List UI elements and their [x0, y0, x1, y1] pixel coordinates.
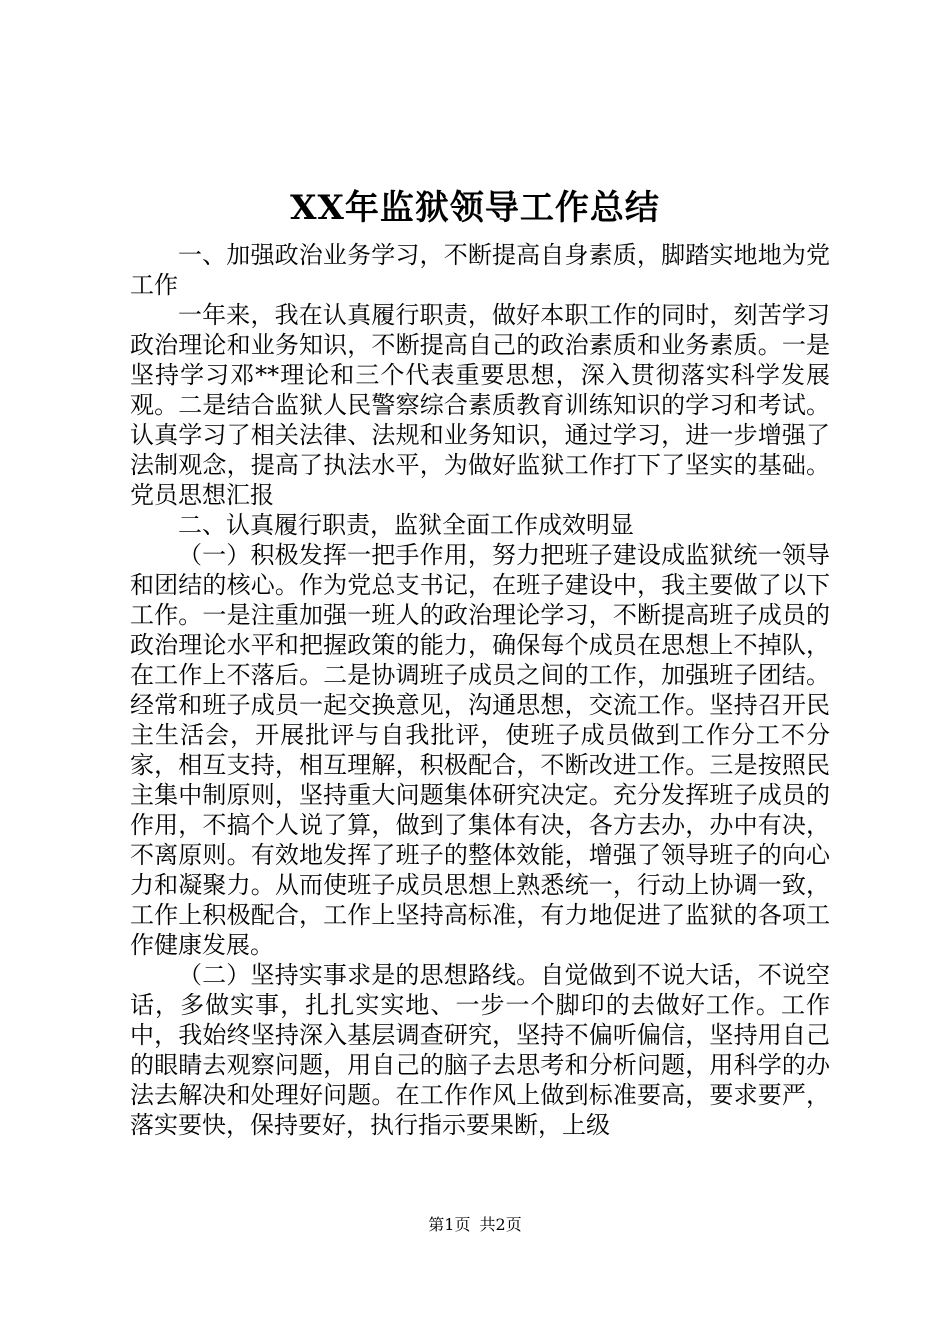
section-heading-1: 一、加强政治业务学习，不断提高自身素质，脚踏实地地为党工作	[130, 241, 830, 299]
document-title: XX年监狱领导工作总结	[290, 188, 660, 228]
paragraph: 一年来，我在认真履行职责，做好本职工作的同时，刻苦学习政治理论和业务知识，不断提高自己的政治素质和业务素质。一是坚持学习邓**理论和三个代表重要思想，深入贯彻落实科学发展观。二是结合监狱人民警察综合素质教育训练知识的学习和考试。认真学习了相关法律、法规和业务知识，通过学习，进一步增强了法制观念，提高了执法水平，为做好监狱工作打下了坚实的基础。党员思想汇报	[130, 301, 830, 509]
total-pages-label: 共2页	[479, 1215, 522, 1234]
document-body	[130, 240, 830, 1140]
current-page-label: 第1页	[428, 1215, 471, 1234]
paragraph: （一）积极发挥一把手作用，努力把班子建设成监狱统一领导和团结的核心。作为党总支书记，在班子建设中，我主要做了以下工作。一是注重加强一班人的政治理论学习，不断提高班子成员的政治理论水平和把握政策的能力，确保每个成员在思想上不掉队，在工作上不落后。二是协调班子成员之间的工作，加强班子团结。经常和班子成员一起交换意见，沟通思想，交流工作。坚持召开民主生活会，开展批评与自我批评，使班子成员做到工作分工不分家，相互支持，相互理解，积极配合，不断改进工作。三是按照民主集中制原则，坚持重大问题集体研究决定。充分发挥班子成员的作用，不搞个人说了算，做到了集体有决，各方去办，办中有决，不离原则。有效地发挥了班子的整体效能，增强了领导班子的向心力和凝聚力。从而使班子成员思想上熟悉统一，行动上协调一致，工作上积极配合，工作上坚持高标准，有力地促进了监狱的各项工作健康发展。	[130, 541, 830, 959]
section-heading-2: 二、认真履行职责，监狱全面工作成效明显	[178, 511, 634, 539]
page-footer	[0, 1215, 950, 1235]
paragraph: （二）坚持实事求是的思想路线。自觉做到不说大话，不说空话，多做实事，扎扎实实地、一步一个脚印的去做好工作。工作中，我始终坚持深入基层调查研究，坚持不偏听偏信，坚持用自己的眼睛去观察问题，用自己的脑子去思考和分析问题，用科学的办法去解决和处理好问题。在工作作风上做到标准要高，要求要严，落实要快，保持要好，执行指示要果断，上级	[130, 961, 830, 1139]
